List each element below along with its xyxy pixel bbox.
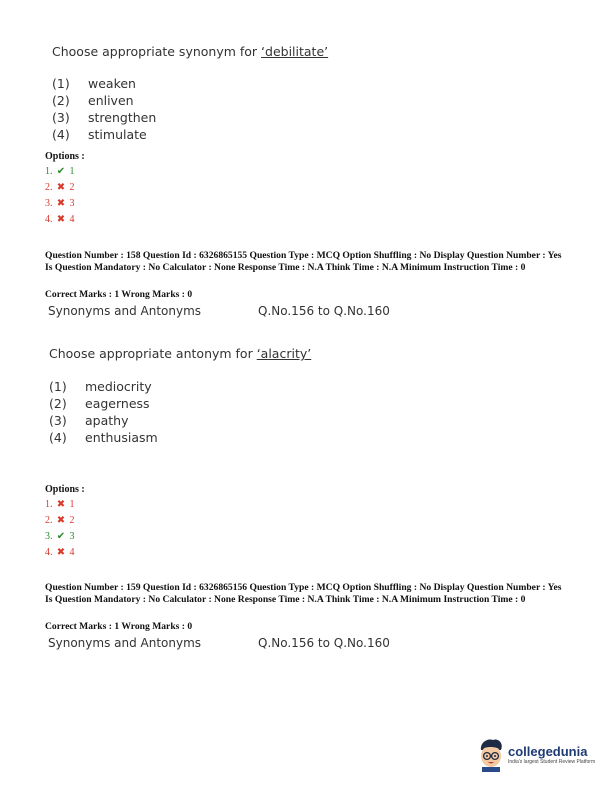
question-1-options — [45, 164, 75, 228]
choice-item: (4) enthusiasm — [49, 430, 158, 445]
question-2-options — [45, 497, 75, 561]
cross-icon: ✖ — [56, 182, 66, 193]
question-marks: Correct Marks : 1 Wrong Marks : 0 — [45, 289, 193, 300]
cross-icon: ✖ — [56, 214, 66, 225]
question-1-keyword: ‘debilitate’ — [261, 44, 329, 59]
check-icon: ✔ — [56, 166, 66, 177]
option-item: 2. ✖ 2 — [45, 513, 75, 529]
option-item: 3. ✔ 3 — [45, 529, 75, 545]
choice-item: (4) stimulate — [52, 127, 147, 142]
choice-item: (2) eagerness — [49, 396, 150, 411]
option-item: 4. ✖ 4 — [45, 212, 75, 228]
question-meta-info: Question Number : 159 Question Id : 6326865156 Question Type : MCQ Option Shuffling : No Display Question Number : Yes Is Question Mandatory : No Calculator : None Response Time : N.A Think Time : N.A Minimum Instruction Time : 0 — [45, 582, 562, 605]
options-label: Options : — [45, 151, 85, 162]
question-range: Q.No.156 to Q.No.160 — [258, 636, 390, 650]
student-mascot-icon — [476, 738, 506, 772]
collegedunia-logo — [476, 738, 595, 772]
logo-brand: collegedunia — [508, 744, 588, 759]
choice-item: (3) apathy — [49, 413, 129, 428]
question-meta-info: Question Number : 158 Question Id : 6326865155 Question Type : MCQ Option Shuffling : No Display Question Number : Yes Is Question Mandatory : No Calculator : None Response Time : N.A Think Time : N.A Minimum Instruction Time : 0 — [45, 250, 562, 273]
choice-item: (2) enliven — [52, 93, 134, 108]
option-item: 1. ✖ 1 — [45, 497, 75, 513]
option-item: 3. ✖ 3 — [45, 196, 75, 212]
question-2-choices — [49, 379, 158, 447]
question-range: Q.No.156 to Q.No.160 — [258, 304, 390, 318]
cross-icon: ✖ — [56, 547, 66, 558]
choice-item: (1) mediocrity — [49, 379, 152, 394]
choice-item: (3) strengthen — [52, 110, 157, 125]
option-item: 4. ✖ 4 — [45, 545, 75, 561]
question-2-keyword: ‘alacrity’ — [256, 346, 312, 361]
options-label: Options : — [45, 484, 85, 495]
question-1-text: Choose appropriate synonym for ‘debilitate’ — [52, 44, 329, 59]
check-icon: ✔ — [56, 531, 66, 542]
cross-icon: ✖ — [56, 515, 66, 526]
cross-icon: ✖ — [56, 198, 66, 209]
question-2-text: Choose appropriate antonym for ‘alacrity’ — [49, 346, 312, 361]
cross-icon: ✖ — [56, 499, 66, 510]
question-marks: Correct Marks : 1 Wrong Marks : 0 — [45, 621, 193, 632]
option-item: 1. ✔ 1 — [45, 164, 75, 180]
choice-item: (1) weaken — [52, 76, 136, 91]
question-1-choices — [52, 76, 156, 144]
section-name: Synonyms and Antonyms — [48, 636, 202, 650]
section-name: Synonyms and Antonyms — [48, 304, 202, 318]
logo-tagline: India's largest Student Review Platform — [508, 759, 596, 765]
option-item: 2. ✖ 2 — [45, 180, 75, 196]
logo-text-block — [508, 745, 595, 765]
